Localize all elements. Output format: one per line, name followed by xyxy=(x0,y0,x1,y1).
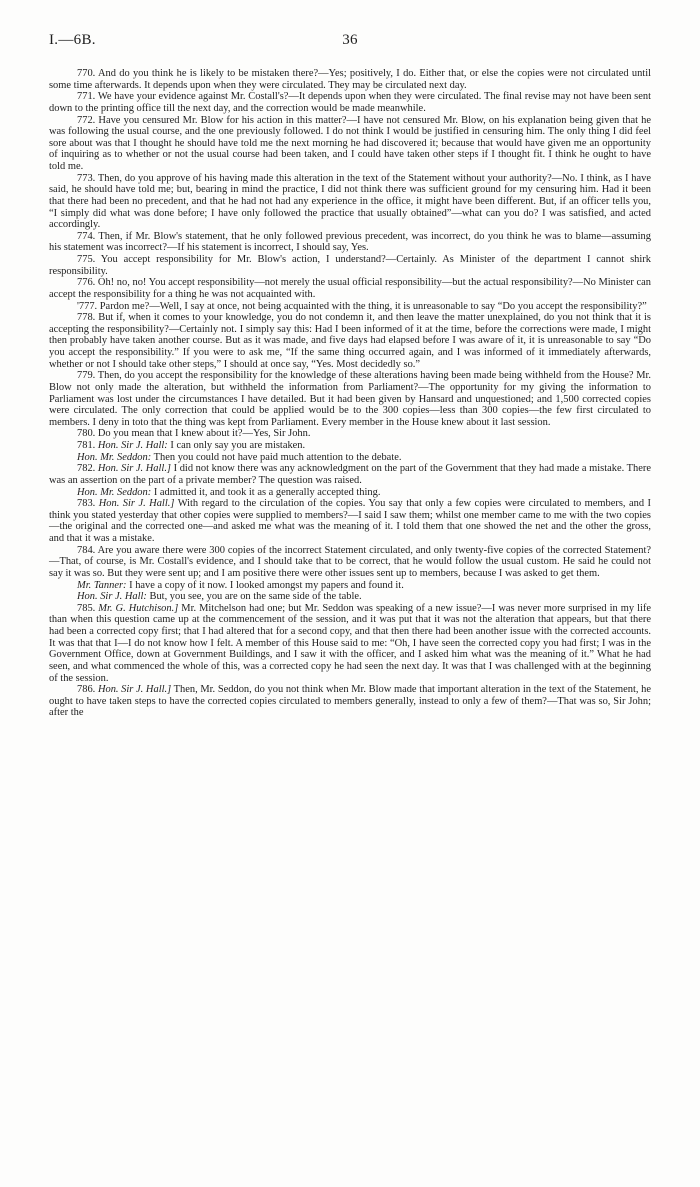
document-body xyxy=(49,68,651,719)
page-number: 36 xyxy=(342,32,358,48)
paragraph: 781. Hon. Sir J. Hall: I can only say you are mistaken. xyxy=(77,440,306,451)
speaker-name: Mr. Tanner: xyxy=(77,579,127,591)
paragraph: 773. Then, do you approve of his having made this alteration in the text of the Statement without your authority?—No. I think, as I have said, he should have told me; but, bearing in mind the practice, I did not think there was sufficient ground for my censuring him. Had it been that there had been no precedent, and that he had not had any experience in the office, it might have been different. But, if an officer tells you, “I simply did what was done before; I have only followed the practice that usually obtained”—what can you do? I was satisfied, and acted accordingly. xyxy=(49,172,651,231)
paragraph: 782. Hon. Sir J. Hall.] I did not know there was any acknowledgment on the part of the Government that they had made a mistake. There was an assertion on the part of a private member? The question was raised. xyxy=(49,463,652,486)
paragraph: Hon. Mr. Seddon: I admitted it, and took it as a generally accepted thing. xyxy=(77,486,381,498)
paragraph: 771. We have your evidence against Mr. Costall's?—It depends upon when they were circulated. The final revise may not have been sent down to the printing office till the next day, and the correction would be made meanwhile. xyxy=(49,91,651,114)
speaker-name: Hon. Mr. Seddon: xyxy=(77,486,152,498)
paragraph: Mr. Tanner: I have a copy of it now. I looked amongst my papers and found it. xyxy=(77,579,404,591)
paragraph: 778. But if, when it comes to your knowledge, you do not condemn it, and then leave the matter unexplained, do you not think that it is accepting the responsibility?—Certainly not. I simply say this: Had I been informed of it at the time, before the corrections were made, I might then probably have taken another course. But as it was made, and five days had elapsed before I was aware of it, it is unreasonable to say “Do you accept the responsibility.” If you were to ask me, “If the same thing occurred again, and I was informed of it immediately afterwards, whether or not I should take other steps,” I should at once say, “Yes. Most decidedly so.” xyxy=(49,312,651,370)
speaker-name: Hon. Sir J. Hall: xyxy=(97,440,168,451)
speaker-name: Hon. Sir J. Hall.] xyxy=(98,498,175,510)
paragraph: 774. Then, if Mr. Blow's statement, that he only followed previous precedent, was incorrect, do you think he was to blame—assuming his statement was incorrect?—If his statement is incorrect, I should say, Yes. xyxy=(49,230,651,254)
paragraph: '777. Pardon me?—Well, I say at once, not being acquainted with the thing, it is unreasonable to say “Do you accept the responsibility?” xyxy=(77,300,647,312)
speaker-name: Hon. Sir J. Hall: xyxy=(77,591,147,603)
paragraph: 785. Mr. G. Hutchison.] Mr. Mitchelson had one; but Mr. Seddon was speaking of a new issue?—I was never more surprised in my life than when this question came up at the commencement of the session, and it was put that it was not the alteration that appears, but that there had been a corrected copy first; that I had altered that for a second copy, and that then there had been another issue with the corrected accounts. It was that that I—I do not know how I felt. A member of this House said to me: “Oh, I have seen the corrected copy you had first; I was in the Government Office, down at Government Buildings, and I saw it with the officer, and I asked him what was the meaning of it.” What he had seen, and what commenced the whole of this, was a corrected copy he had seen the next day. It was that I was challenged with at the beginning of the session. xyxy=(49,602,651,684)
paragraph: Hon. Mr. Seddon: Then you could not have paid much attention to the debate. xyxy=(77,451,402,463)
speaker-name: Mr. G. Hutchison.] xyxy=(98,602,179,614)
paragraph: 770. And do you think he is likely to be mistaken there?—Yes; positively, I do. Either that, or else the copies were not circulated until some time afterwards. It depends upon when they were circulated. They may be circulated next day. xyxy=(49,68,651,91)
paragraph: 772. Have you censured Mr. Blow for his action in this matter?—I have not censured Mr. Blow, on his explanation being given that he was following the usual course, and the one previously followed. I do not think I would be justified in censuring him. The only thing I did feel sore about was that I thought he should have told me the next morning he had discovered it; because that would have given me an opportunity of inquiring as to whether or not the usual course had been taken, and I could have taken other steps if I thought fit. I think he ought to have told me. xyxy=(49,114,651,172)
speaker-name: Hon. Sir J. Hall.] xyxy=(97,684,172,696)
paragraph: Hon. Sir J. Hall: But, you see, you are on the same side of the table. xyxy=(77,591,362,603)
speaker-name: Hon. Mr. Seddon: xyxy=(77,451,152,463)
page-header xyxy=(49,32,651,68)
paragraph: 779. Then, do you accept the responsibility for the knowledge of these alterations having been made being withheld from the House? Mr. Blow not only made the alteration, but withheld the information from Parliament?—The opportunity for my giving the information to Parliament was lost under the circumstances I have detailed. But it had been given by Hansard and unquestioned; and 1,500 corrected copies were circulated. The only correction that could be applied would be to the 300 copies—less than 300 copies—the few first circulated to members. I deny in toto that the thing was kept from Parliament. Every member in the House knew about it last session. xyxy=(49,370,651,428)
paragraph: 775. You accept responsibility for Mr. Blow's action, I understand?—Certainly. As Minister of the department I cannot shirk responsibility. xyxy=(49,254,651,277)
paragraph: 784. Are you aware there were 300 copies of the incorrect Statement circulated, and only twenty-five copies of the corrected Statement?—That, of course, is Mr. Costall's evidence, and I should take that to be correct, that he would follow the usual custom. He said he could not say it was so. But they were sent up; and I am positive there were other issues sent up to members, because I was asked to get them. xyxy=(49,544,651,579)
paragraph: 780. Do you mean that I knew about it?—Yes, Sir John. xyxy=(77,428,311,440)
paragraph: 786. Hon. Sir J. Hall.] Then, Mr. Seddon, do you not think when Mr. Blow made that important alteration in the text of the Statement, he ought to have taken steps to have the corrected copies circulated to members generally, instead to only a few of them?—That was so, Sir John; after the xyxy=(49,684,652,719)
paragraph: 783. Hon. Sir J. Hall.] With regard to the circulation of the copies. You say that only a few copies were circulated to members, and I think you stated yesterday that other copies were supplied to members?—I said I saw them; whilst one member came to me with the two copies—the original and the corrected one—and asked me what was the meaning of it. I told them that one showed the net and the other the gross, and that it was a mistake. xyxy=(49,498,652,544)
paragraph: 776. Oh! no, no! You accept responsibility—not merely the usual official responsibility—but the actual responsibility?—No Minister can accept the responsibility for a thing he was not acquainted with. xyxy=(49,277,651,300)
speaker-name: Hon. Sir J. Hall.] xyxy=(97,463,171,475)
series-label: I.—6B. xyxy=(49,32,96,48)
